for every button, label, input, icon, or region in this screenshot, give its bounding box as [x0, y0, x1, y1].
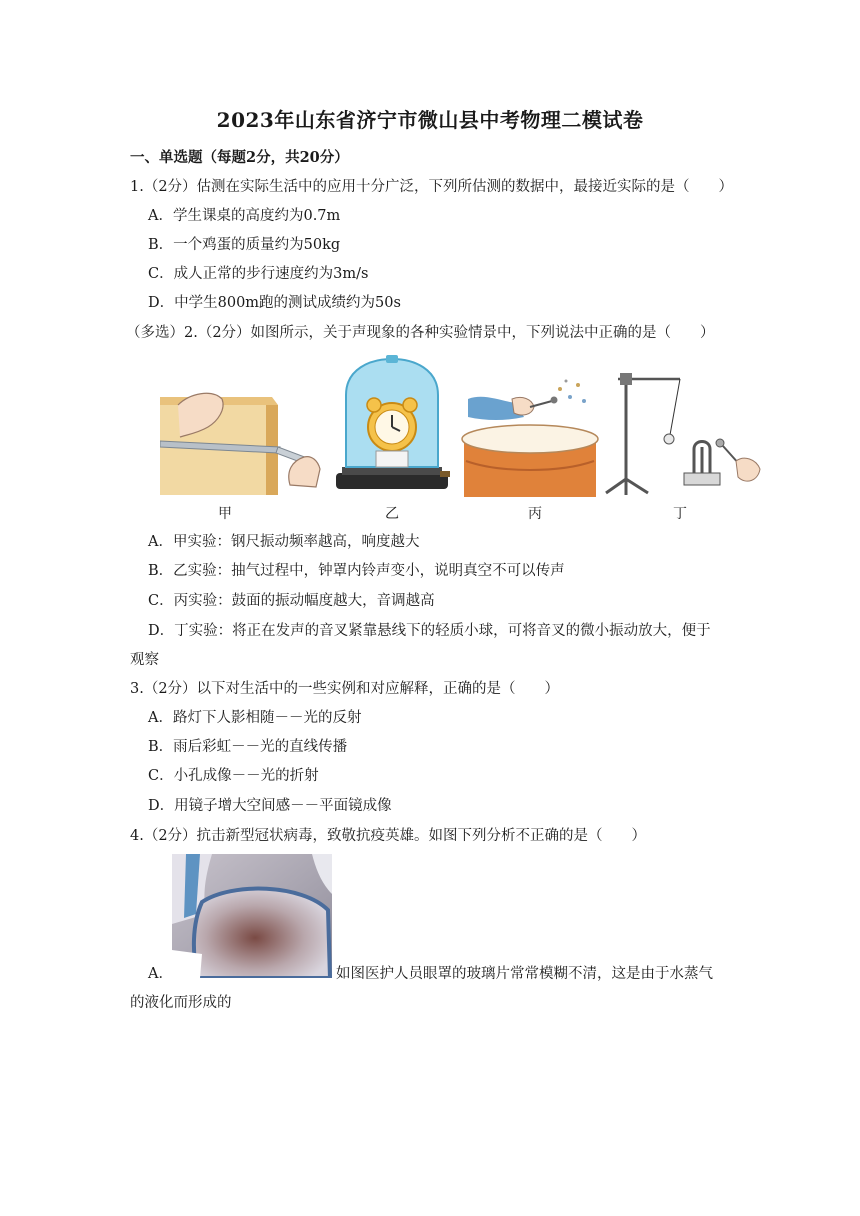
question-3-option-a: A．路灯下人影相随－－光的反射: [148, 710, 362, 726]
question-3-option-b: B．雨后彩虹－－光的直线传播: [148, 739, 348, 755]
question-3-option-d: D．用镜子增大空间感－－平面镜成像: [148, 798, 392, 814]
question-2-option-d: D．丁实验：将正在发声的音叉紧靠悬线下的轻质小球，可将音叉的微小振动放大，便于: [148, 623, 711, 639]
question-3-option-c: C．小孔成像－－光的折射: [148, 768, 319, 784]
sound-experiments-figure: [160, 355, 760, 525]
section-heading: 一、单选题（每题2分，共20分）: [130, 149, 349, 166]
question-2-stem: （多选）2.（2分）如图所示，关于声现象的各种实验情景中，下列说法中正确的是（ ）: [126, 325, 715, 341]
question-2-option-b: B．乙实验：抽气过程中，钟罩内铃声变小，说明真空不可以传声: [148, 563, 565, 579]
ruler-experiment-illustration: [160, 375, 325, 495]
figure-label-bing: 丙: [528, 506, 542, 522]
question-4-stem: 4.（2分）抗击新型冠状病毒，致敬抗疫英雄。如图下列分析不正确的是（ ）: [130, 828, 647, 844]
question-3-stem: 3.（2分）以下对生活中的一些实例和对应解释，正确的是（ ）: [130, 681, 560, 697]
medical-goggles-photo: [172, 854, 332, 978]
question-1-option-b: B．一个鸡蛋的质量约为50kg: [148, 237, 341, 253]
question-4-option-a-letter: A．: [148, 966, 173, 982]
question-1-stem: 1.（2分）估测在实际生活中的应用十分广泛，下列所估测的数据中，最接近实际的是（ ）: [130, 179, 734, 195]
question-1-option-c: C．成人正常的步行速度约为3m/s: [148, 266, 369, 282]
question-1-option-d: D．中学生800m跑的测试成绩约为50s: [148, 295, 401, 311]
page-title: 2023年山东省济宁市微山县中考物理二模试卷: [216, 108, 644, 132]
question-4-option-a: 如图医护人员眼罩的玻璃片常常模糊不清，这是由于水蒸气: [336, 966, 713, 982]
question-2-option-d-continued: 观察: [130, 652, 159, 668]
question-1-option-a: A．学生课桌的高度约为0.7m: [148, 208, 341, 224]
tuning-fork-illustration: [600, 369, 765, 499]
bell-jar-illustration: [332, 355, 452, 495]
question-2-option-a: A．甲实验：钢尺振动频率越高，响度越大: [148, 534, 420, 550]
drum-experiment-illustration: [460, 377, 600, 497]
figure-label-ding: 丁: [673, 506, 687, 522]
figure-label-yi: 乙: [385, 506, 399, 522]
question-2-option-c: C．丙实验：鼓面的振动幅度越大，音调越高: [148, 593, 435, 609]
figure-label-jia: 甲: [218, 506, 232, 522]
question-4-option-a-continued: 的液化而形成的: [130, 995, 232, 1011]
